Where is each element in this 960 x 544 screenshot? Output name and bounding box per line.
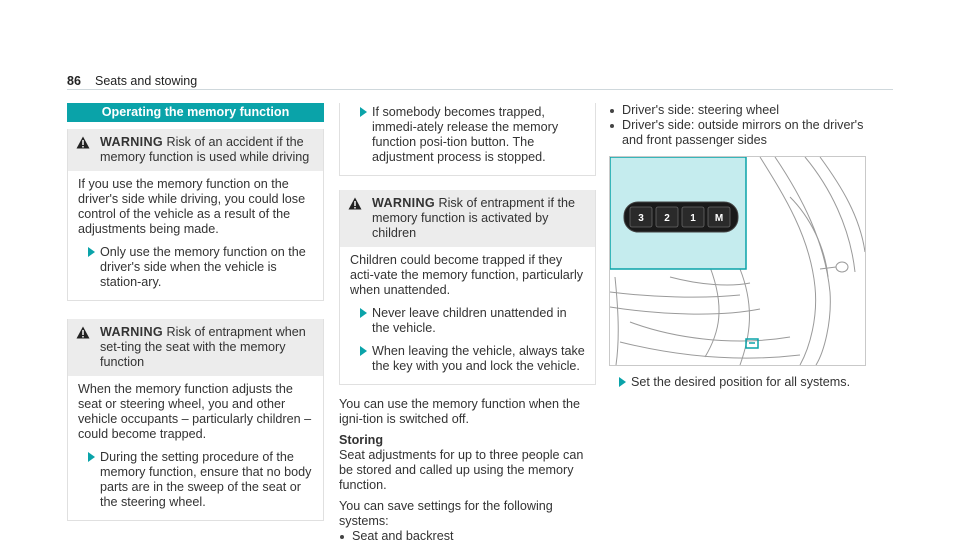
list-item-text: Seat and backrest (352, 529, 454, 543)
list-item (609, 118, 869, 148)
warning-title: Risk of an accident if the memory function is used while driving (100, 135, 310, 164)
memory-button-1: 1 (690, 213, 696, 224)
header-rule (67, 89, 893, 90)
arrow-right-icon (360, 346, 367, 356)
warning-body (340, 103, 595, 175)
warning-text: If you use the memory function on the driver's side while driving, you could lose control of the vehicle as a result of the adjustments being made. (78, 177, 306, 236)
middle-column (339, 103, 596, 544)
memory-button-2: 2 (664, 213, 670, 224)
warning-triangle-icon (76, 136, 90, 149)
final-action (609, 375, 869, 390)
warning-body (68, 171, 323, 300)
arrow-right-icon (360, 107, 367, 117)
action-text: During the setting procedure of the memory function, ensure that no body parts are in the sweep of the seat or the steering wheel. (100, 450, 312, 509)
warning-triangle-icon (76, 326, 90, 339)
warning-header (340, 190, 595, 247)
action-item (609, 375, 869, 390)
warning-label: WARNING (372, 196, 435, 210)
warning-box-entrapment-setting (67, 319, 324, 521)
action-text: Only use the memory function on the driver's side when the vehicle is station-ary. (100, 245, 306, 289)
warning-header (68, 129, 323, 171)
warning-body (68, 376, 323, 520)
warning-text: When the memory function adjusts the seat or steering wheel, you and other vehicle occupants – particularly children – could become trapped. (78, 382, 312, 441)
action-text: If somebody becomes trapped, immedi-ately release the memory function posi-tion button. The adjustment process is stopped. (372, 105, 559, 164)
memory-button-3: 3 (638, 213, 644, 224)
action-text: Set the desired position for all systems. (631, 375, 851, 389)
action-item (350, 105, 587, 165)
arrow-right-icon (360, 308, 367, 318)
warning-header (68, 319, 323, 376)
page-number: 86 (67, 74, 81, 88)
arrow-right-icon (619, 377, 626, 387)
page-header (67, 68, 893, 90)
left-column (67, 103, 324, 521)
arrow-right-icon (88, 452, 95, 462)
seat-drawing (610, 157, 865, 365)
action-item (350, 306, 587, 336)
list-item-text: Driver's side: outside mirrors on the driver's and front passenger sides (622, 118, 864, 147)
action-item (350, 344, 587, 374)
list-item (339, 529, 596, 544)
warning-box-continued (339, 103, 596, 176)
section-heading: Operating the memory function (67, 103, 324, 122)
storing-text: Seat adjustments for up to three people can be stored and called up using the memory function. (339, 448, 584, 492)
memory-buttons-illustration (609, 156, 866, 366)
action-text: When leaving the vehicle, always take the key with you and lock the vehicle. (372, 344, 585, 373)
body-text (339, 397, 596, 544)
section-title: Seats and stowing (95, 74, 198, 88)
action-item (78, 450, 315, 510)
memory-button-m: M (714, 213, 724, 224)
list-item-text: Driver's side: steering wheel (622, 103, 780, 117)
warning-label: WARNING (100, 135, 163, 149)
storing-heading: Storing (339, 433, 384, 447)
warning-title: Risk of entrapment when set-ting the seat with the memory function (100, 325, 306, 369)
warning-triangle-icon (348, 197, 362, 210)
right-column (609, 103, 869, 148)
warning-text: Children could become trapped if they acti-vate the memory function, particularly when unattended. (350, 253, 584, 297)
action-item (78, 245, 315, 290)
arrow-right-icon (88, 247, 95, 257)
warning-title: Risk of entrapment if the memory function is activated by children (372, 196, 575, 240)
action-text: Never leave children unattended in the vehicle. (372, 306, 567, 335)
warning-box-accident (67, 129, 324, 301)
list-item (609, 103, 869, 118)
warning-body (340, 247, 595, 384)
systems-intro: You can save settings for the following systems: (339, 499, 553, 528)
warning-box-children (339, 190, 596, 385)
intro-text: You can use the memory function when the igni-tion is switched off. (339, 397, 581, 426)
warning-label: WARNING (100, 325, 163, 339)
